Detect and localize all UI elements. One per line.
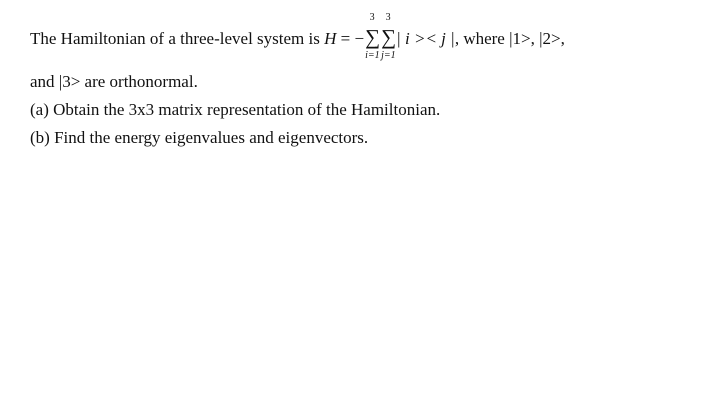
intro-text: The Hamiltonian of a three-level system is xyxy=(30,29,325,48)
part-a: (a) Obtain the 3x3 matrix representation of the Hamiltonian. xyxy=(30,100,441,119)
sum-j-lower-limit: j=1 xyxy=(381,50,396,61)
formula-lhs: H xyxy=(324,29,337,48)
sum-j-upper-limit: 3 xyxy=(385,12,391,23)
part-b: (b) Find the energy eigenvalues and eigenvectors. xyxy=(30,128,369,147)
sum-i-upper-limit: 3 xyxy=(369,12,375,23)
formula-term: | i >< j | xyxy=(396,29,455,48)
basis-states-text: , where |1>, |2>, xyxy=(454,29,565,48)
sum-over-j xyxy=(381,12,397,61)
sum-i-symbol: ∑ xyxy=(365,25,381,49)
sum-j-symbol: ∑ xyxy=(381,25,397,49)
hamiltonian-formula xyxy=(324,12,455,61)
sum-i-lower-limit: i=1 xyxy=(365,50,380,61)
sum-over-i xyxy=(365,12,381,61)
problem-statement-line-1 xyxy=(30,12,565,61)
formula-equals: = − xyxy=(336,29,365,48)
problem-statement-line-2: and |3> are orthonormal. xyxy=(30,72,198,91)
